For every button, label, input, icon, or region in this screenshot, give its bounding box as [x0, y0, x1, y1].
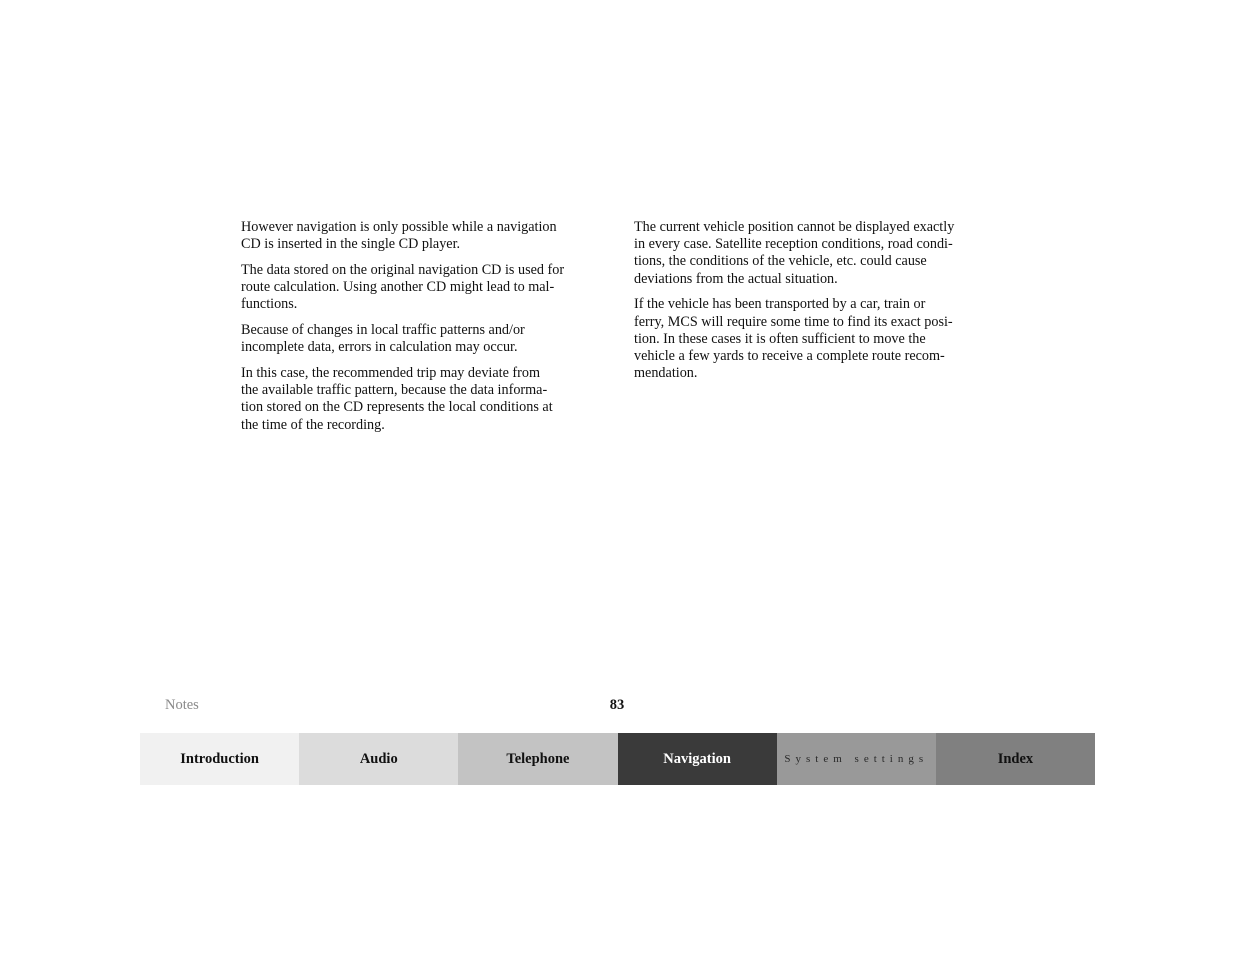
page-number: 83: [609, 697, 625, 713]
tab-telephone[interactable]: Telephone: [458, 733, 617, 785]
paragraph: However navigation is only possible while a navigation CD is inserted in the single CD player.: [241, 219, 557, 253]
paragraph: Because of changes in local traffic patterns and/or incomplete data, errors in calculation may occur.: [241, 322, 525, 356]
tab-introduction[interactable]: Introduction: [140, 733, 299, 785]
tab-index[interactable]: Index: [936, 733, 1095, 785]
paragraph: If the vehicle has been transported by a car, train or ferry, MCS will require some time to find its exact posi- tion. In these cases it is often sufficient to move the vehicle a few yards to receive a complete route recom- mendation.: [634, 296, 953, 382]
paragraph: The data stored on the original navigation CD is used for route calculation. Using another CD might lead to mal- functions.: [241, 261, 565, 313]
tab-audio[interactable]: Audio: [299, 733, 458, 785]
paragraph: In this case, the recommended trip may deviate from the available traffic pattern, because the data informa- tion stored on the CD represents the local conditions at the time of the recording.: [241, 364, 553, 433]
chapter-tab-bar: [140, 733, 1095, 785]
tab-navigation[interactable]: Navigation: [618, 733, 777, 785]
right-text-column: [634, 219, 996, 391]
section-label: Notes: [165, 697, 199, 713]
left-text-column: [241, 219, 603, 442]
paragraph: The current vehicle position cannot be displayed exactly in every case. Satellite reception conditions, road condi- tions, the conditions of the vehicle, etc. could cause deviations from the actual situation.: [634, 219, 955, 287]
tab-system-settings[interactable]: System settings: [777, 733, 936, 785]
